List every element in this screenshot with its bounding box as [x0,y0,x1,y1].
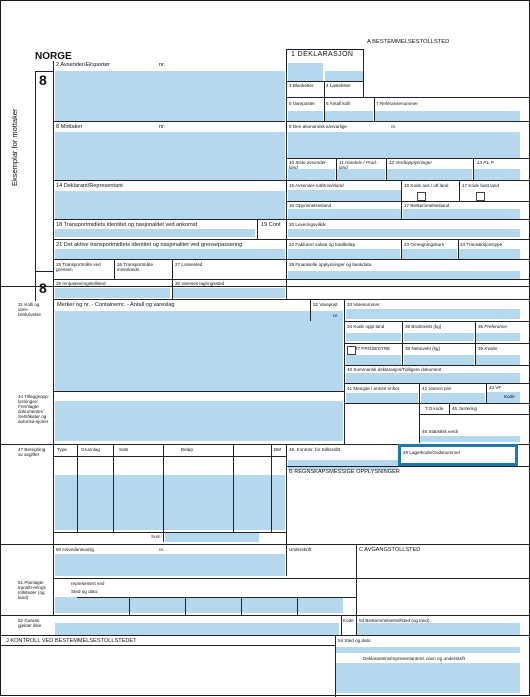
field-destination-office[interactable] [356,623,520,635]
label-30: 30 Varenes lagringssted [175,281,225,286]
field-item-price[interactable] [421,393,485,403]
label-51: 51 Planlagte transitt-erings tollsteder (og land) [18,580,46,601]
checkbox-a[interactable] [417,192,426,201]
col-sats: Sats [119,447,129,452]
label-26: 26 Transportmåte innenlands [117,262,154,273]
label-13: 13 F.L.P [477,160,494,165]
col-grunnlag: Grunnlag [81,447,100,452]
label-37: 37 PROSEDYRE [355,346,391,351]
label-31: 31 Kolli og vare-beskrivelse [18,302,41,318]
label-5: 5 Vareposter [289,101,315,106]
field-transit-offices[interactable] [55,597,343,613]
label-48: 48. Kontonr. for tollkreditt [289,447,341,452]
field-declarant[interactable] [55,191,285,219]
label-kode: Kode [343,618,354,623]
field-summary-declaration[interactable] [346,373,520,383]
label-36: 36 Preferanse [478,324,507,329]
label-27: 27 Lossested [175,262,203,267]
label-38: 38 Nettovekt (kg) [405,346,440,351]
label-25: 25 Transportmåte ved grensen [56,262,101,273]
field-net-mass[interactable] [404,355,474,365]
label-31-header: Merker og nr. - Containernr. - Antall og vareslag [57,302,175,308]
label-19: 19 Cont [261,222,281,228]
field-signature[interactable] [335,663,520,693]
field-statistical-value[interactable] [419,436,520,442]
label-17a: 17 Kode best.land [462,183,500,188]
label-8-nr: nr. [159,124,166,130]
field-transport-arrival[interactable] [55,229,255,237]
field-commodity-code[interactable] [346,309,520,319]
label-10: 10 Siste avsender-land [289,160,328,171]
label-34: 34 Kode oppr.land [347,324,385,329]
destination-office-header: A BESTEMMELSESTOLLSTED [367,39,450,45]
label-7: 7 Referansenummer [376,101,418,106]
label-41: 41 Mengde i annen enhet [347,386,400,391]
label-17: 17 Bestemmelsesland [404,203,450,208]
label-sum: Sum: [151,534,162,539]
label-44: 44 Tilleggsopp-lysninger/ Fremlagte dokumenter/ Sertifikater og autorisa-sjoner [18,394,50,425]
label-43-kode: Kode [504,394,515,399]
field-consignee[interactable] [55,132,285,180]
label-39: 39 Kvoter [478,346,498,351]
field-guarantee[interactable] [55,623,339,635]
label-54: 54 Sted og dato: [338,638,372,643]
field-dispatch-country[interactable] [288,190,401,201]
field-forms[interactable] [288,63,323,81]
label-23: 23 Omregningskurs [404,242,445,247]
field-destination-country[interactable] [403,209,520,219]
label-2: 2 Avsender/Eksportør [56,62,110,68]
field-origin-code[interactable] [346,333,401,341]
label-9: 9 Den økonomisk ansvarlige [289,124,347,129]
field-delivery-terms[interactable] [288,229,520,237]
label-29: 29 Innpasseringstollsted [56,281,106,286]
label-place-date: Sted og dato: [71,589,99,594]
field-storage-location[interactable] [173,288,285,298]
label-20: 20 Leveringsvilkår [289,222,327,227]
field-place-date[interactable] [335,647,520,653]
field-trade-country[interactable] [337,169,385,180]
field-tax-calc[interactable] [55,475,285,530]
field-transaction-type[interactable] [459,249,520,259]
field-active-transport[interactable] [55,249,285,259]
side-label: Eksemplar for mottaker [10,108,19,186]
label-4: 4 Lastelister [326,83,351,88]
checkbox-b[interactable] [476,192,485,201]
label-32: 32 Varepost [313,302,338,307]
field-origin-country[interactable] [288,209,401,219]
field-preference[interactable] [476,333,520,341]
col-belop: Beløp [181,447,194,452]
field-valuation[interactable] [387,169,472,180]
field-goods-description[interactable] [55,311,343,391]
section-b: B REGNSKAPSMESSIGE OPPLYSNINGER [289,469,400,475]
label-35: 35 Bruttovekt (kg) [405,324,442,329]
field-procedure[interactable] [346,355,401,365]
label-6: 6 Antall kolli [326,101,351,106]
field-quantity[interactable] [346,393,418,403]
label-8: 8 Mottaker [56,124,83,130]
label-signature: Underskrift: [289,547,313,552]
declaration-title: 1 DEKLARASJON [291,51,354,58]
field-responsible[interactable] [288,132,520,158]
field-quota[interactable] [476,355,520,365]
label-12: 12 Verdiopplysninger [389,160,432,165]
label-15a: 15 Kode avs./ utf.land [404,183,449,188]
label-50: 50 Hovedansvarlig [56,547,95,552]
label-3: 3 Blanketter [289,83,314,88]
field-entry-office[interactable] [55,288,170,298]
label-represented: representert ved [71,581,105,586]
field-principal[interactable] [55,554,285,576]
label-42: 42 Varens pris [422,386,452,391]
label-18: 18 Transportmidlets identitet og nasjonalitet ved ankomst [56,222,198,228]
label-to-kode: T.O.kode [425,406,444,411]
label-16: 16 Opprinnelsesland [289,203,332,208]
section-j: J KONTROLL VED BESTEMMELSESTOLLSTEDET [6,638,137,644]
label-9-nr: nr. [391,124,397,129]
copy-number-bottom: 8 [39,280,47,296]
field-items[interactable] [288,111,323,121]
field-packages[interactable] [325,111,373,121]
field-consignor[interactable] [55,71,285,121]
label-49: 49 Lagerkode/Godsnummer [403,450,461,455]
label-2-nr: nr. [159,62,166,68]
label-52: 52 Garanti gjelder ikke [18,618,42,629]
label-32-nr: nr. [333,313,339,318]
label-14: 14 Deklarant/Representant [56,183,123,189]
label-43: 43 VF [489,385,502,390]
field-reference[interactable] [375,111,520,121]
label-47: 47 Beregning av avgifter [18,447,46,458]
field-gross-mass[interactable] [404,333,474,341]
field-exchange-rate[interactable] [402,249,457,259]
label-33: 33 Varenummer [347,302,380,307]
field-additional-info[interactable] [55,401,343,441]
label-46: 46 Statistisk verdi [422,429,458,434]
label-22: 22 Fakturert valuta og totalbeløp [289,242,356,247]
field-finance[interactable] [288,271,520,279]
label-28: 28 Finansielle opplysninger og bankdata [289,262,372,267]
label-50-nr: nr. [159,547,165,552]
copy-number: 8 [39,72,47,88]
label-15: 15 Avsender-/utførselsland [289,183,344,188]
label-40: 40 Summarisk deklarasjon/Tidligere dokument [347,367,442,372]
field-tax-sum[interactable] [165,533,259,542]
label-11: 11 Handels-/ Prod.-land [339,160,379,171]
label-53: 53 Bestemmelsestollsted (og land) [359,618,430,623]
label-54-signature: Deklarantens/representantens navn og underskrift [363,656,465,661]
label-21: 21 Det aktive transportmidlets identitet og nasjonalitet ved grensepassering [56,242,243,248]
section-c: C AVGANGSTOLLSTED [359,547,421,553]
col-bm: BM [274,447,281,452]
label-45: 45 Justering [452,406,478,411]
field-last-country[interactable] [288,169,335,180]
field-forms-b[interactable] [325,71,363,81]
field-flp[interactable] [474,169,520,180]
country-title: NORGE [35,51,72,62]
label-24: 24 Transaksjonstype [460,242,503,247]
field-invoice-currency[interactable] [288,249,400,259]
col-type: Type [57,447,67,452]
